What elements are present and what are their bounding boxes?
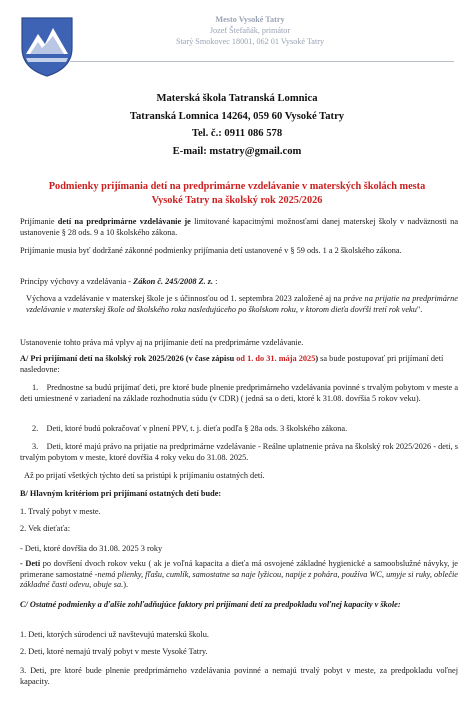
school-address: Tatranská Lomnica 14264, 059 60 Vysoké Tatry [129, 110, 345, 122]
intro-paragraph-2: Prijímanie musia byť dodržané zákonné podmienky prijímania detí ustanovené v § 59 ods. 1 a 2 školského zákona. [20, 246, 402, 255]
section-b-item-4-end: ). [123, 580, 129, 590]
document-title [6, 180, 468, 208]
intro-p4-italic: práve na prijatie na predprimárne vzdelávanie v materskej škole od školského roka nasledujúceho po školskom roku, v ktorom dieťa dovŕši tretí rok veku [26, 294, 458, 314]
section-a-item-2 [20, 424, 458, 435]
section-c-item-2: 2. Deti, ktoré nemajú trvalý pobyt v meste Vysoké Tatry. [20, 647, 208, 656]
section-b-item-4-bold: - Deti [20, 559, 41, 568]
intro-p1-rest: limitované kapacitnými možnosťami danej materskej školy v nadväznosti na ustanovenie § 28 ods. 9 a 10 školského zákona. [20, 217, 459, 237]
letterhead-town: Mesto Vysoké Tatry [215, 15, 285, 24]
section-b-item-4 [20, 559, 458, 591]
intro-paragraph-4 [26, 294, 458, 315]
section-a-item-3 [20, 442, 458, 463]
section-a-item-2-number: 2. [32, 424, 39, 433]
law-reference: Zákon č. 245/2008 Z. z. [133, 277, 214, 286]
town-crest-icon [18, 14, 76, 78]
section-c-item-3: 3. Deti, pre ktoré bude plnenie predprimárneho vzdelávania povinné a nemajú trvalý pobyt v meste, za predpokladu voľnej kapacity. [20, 666, 458, 686]
intro-p1-bold: detí na predprimárne vzdelávanie je [57, 217, 191, 226]
section-a-heading [20, 354, 458, 375]
enrollment-dates: od 1. do 31. mája 2025 [236, 354, 316, 363]
section-c-heading: C/ Ostatné podmienky a ďalšie zohľadňujúce faktory pri prijímaní detí za predpokladu voľnej kapacity v škole: [20, 600, 401, 609]
school-contact-block [0, 90, 474, 160]
letterhead-address: Starý Smokovec 18001, 062 01 Vysoké Tatry [175, 37, 325, 46]
school-name: Materská škola Tatranská Lomnica [156, 93, 318, 104]
section-a-heading-rest: sa bude postupovať pri prijímaní detí nasledovne: [20, 354, 444, 374]
section-a-item-1 [20, 383, 458, 404]
letterhead [150, 14, 350, 47]
section-b-item-2: 2. Vek dieťaťa: [20, 524, 71, 533]
section-a-heading-close: ) [315, 354, 319, 363]
section-b-item-4-italic: nemá plienky, fľašu, cumlík, samostatne sa naje lyžicou, napije z pohára, používa WC, umyje si ruky, oblečie základné časti odevu, obuje sa. [20, 569, 458, 590]
letterhead-divider [70, 61, 454, 62]
principles-colon: : [213, 277, 218, 286]
section-a-item-1-text: Prednostne sa budú prijímať deti, pre ktoré bude plnenie predprimárneho vzdelávania povinné s trvalým pobytom v meste a deti umiestnené v zariadení na základe rozhodnutia súdu (v CDR) ( jedná sa o deti, ktoré k 31.08. dovŕšia 5 rokov veku). [20, 383, 458, 403]
section-a-heading-text: A/ Pri prijímaní detí na školský rok 2025/2026 (v čase zápisu [20, 354, 237, 363]
document-title-line1: Podmienky prijímania detí na predprimárne vzdelávanie v materských školách mesta [48, 181, 426, 192]
intro-p4-text: Výchova a vzdelávanie v materskej škole je s účinnosťou od 1. septembra 2023 založené aj na [26, 294, 344, 303]
section-a-item-1-number: 1. [32, 383, 39, 392]
section-b-heading: B/ Hlavným kritériom pri prijímaní ostatných detí bude: [20, 489, 222, 498]
section-c-item-1: 1. Deti, ktorých súrodenci už navštevujú materskú školu. [20, 630, 209, 639]
letterhead-mayor: Jozef Štefaňák, primátor [209, 26, 291, 35]
school-email: E-mail: mstatry@gmail.com [172, 145, 302, 157]
section-b-item-4-text: po dovŕšení dvoch rokov veku ( ak je voľná kapacita a dieťa má osvojené základné hygienické a samoobslužné návyky, je primerane samostatné - [20, 559, 458, 579]
section-b-item-3: - Deti, ktoré dovŕšia do 31.08. 2025 3 roky [20, 544, 163, 553]
intro-p4-end: ". [416, 304, 423, 314]
section-a-item-3-number: 3. [32, 442, 39, 451]
section-a-note: Až po prijatí všetkých týchto detí sa pristúpi k prijímaniu ostatných detí. [24, 471, 265, 480]
intro-p1-text: Prijímanie [20, 217, 58, 226]
section-a-item-3-text: Deti, ktoré majú právo na prijatie na predprimárne vzdelávanie - Reálne uplatnenie práva na školský rok 2025/2026 - deti, s trvalým pobytom v meste, ktoré dovŕšia 4 roky veku do 31.08. 2025. [20, 442, 459, 462]
principles-label: Princípy výchovy a vzdelávania - [20, 277, 134, 286]
intro-paragraph-5: Ustanovenie tohto práva má vplyv aj na prijímanie detí na predprimárne vzdelávanie. [20, 338, 304, 347]
intro-paragraph-1 [20, 217, 458, 238]
document-title-line2: Vysoké Tatry na školský rok 2025/2026 [151, 195, 323, 206]
section-b-item-1: 1. Trvalý pobyt v meste. [20, 507, 101, 516]
intro-paragraph-3 [20, 277, 458, 288]
school-phone: Tel. č.: 0911 086 578 [191, 128, 283, 139]
section-a-item-2-text: Deti, ktoré budú pokračovať v plnení PPV, t. j. dieťa podľa § 28a ods. 3 školského zákona. [46, 424, 348, 433]
